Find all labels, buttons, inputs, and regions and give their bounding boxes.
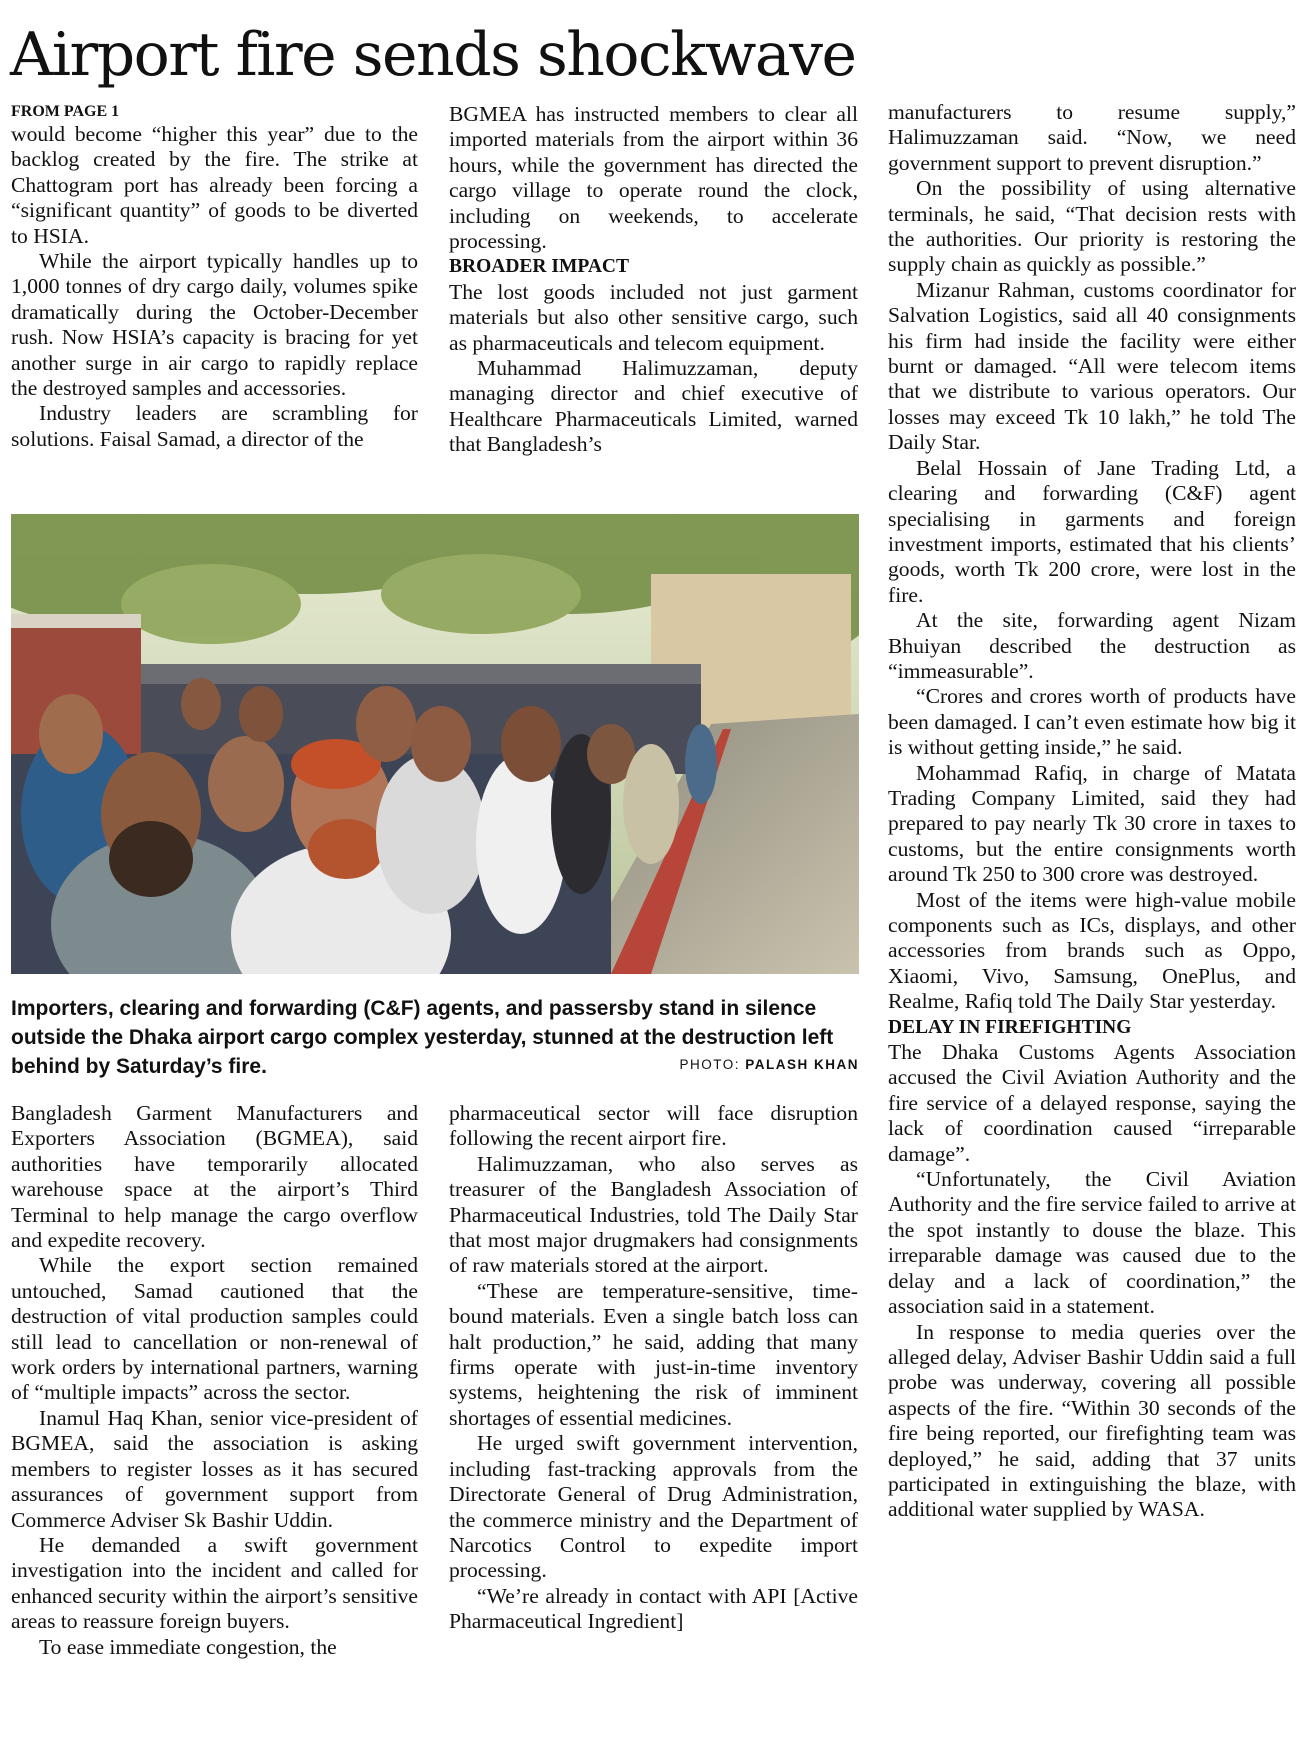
paragraph: The Dhaka Customs Agents Association accused the Civil Aviation Authority and the fire service of a delayed response, saying the lack of coordination caused “irreparable damage”. — [888, 1040, 1296, 1166]
paragraph: Mohammad Rafiq, in charge of Matata Trading Company Limited, said they had prepared to pay nearly Tk 30 crore in taxes to customs, but the entire consignments worth around Tk 250 to 300 crore was destroyed. — [888, 760, 1296, 887]
paragraph: To ease immediate congestion, the — [39, 1634, 337, 1659]
paragraph: In response to media queries over the alleged delay, Adviser Bashir Uddin said a full probe was underway, covering all possible aspects of the fire. “Within 30 seconds of the fire being reported, our firefighting team was deployed,” he said, adding that 37 units participated in extinguishing the blaze, with additional water supplied by WASA. — [888, 1319, 1296, 1522]
paragraph: While the airport typically handles up to 1,000 tonnes of dry cargo daily, volumes spike dramatically during the October-December rush. Now HSIA’s capacity is bracing for yet another surge in air cargo to rapidly replace the destroyed samples and accessories. — [11, 249, 418, 401]
paragraph: On the possibility of using alternative terminals, he said, “That decision rests with the authorities. Our priority is restoring the supply chain as quickly as possible.” — [888, 176, 1296, 277]
paragraph: Industry leaders are scrambling for solutions. Faisal Samad, a director of the — [11, 401, 418, 451]
column-2-top — [449, 102, 858, 458]
paragraph: Muhammad Halimuzzaman, deputy managing director and chief executive of Healthcare Pharmaceuticals Limited, warned that Bangladesh’s — [449, 356, 858, 457]
kicker: FROM PAGE 1 — [11, 103, 120, 120]
news-photo-crowd — [11, 514, 859, 974]
paragraph: “These are temperature-sensitive, time-bound materials. Even a single batch loss can halt production,” he said, adding that many firms operate with just-in-time inventory systems, heightening the risk of imminent shortages of essential medicines. — [449, 1278, 858, 1430]
paragraph: would become “higher this year” due to the backlog created by the fire. The strike at Chattogram port has already been forcing a “significant quantity” of goods to be diverted to HSIA. — [11, 122, 418, 248]
credit-name: PALASH KHAN — [745, 1057, 859, 1072]
photo-credit — [679, 1050, 859, 1079]
subhead-delay-in-firefighting: DELAY IN FIREFIGHTING — [888, 1016, 1132, 1038]
crowd-illustration — [11, 514, 859, 974]
paragraph: He demanded a swift government investigation into the incident and called for enhanced security within the airport’s sensitive areas to reassure foreign buyers. — [11, 1532, 418, 1634]
paragraph: He urged swift government intervention, including fast-tracking approvals from the Directorate General of Drug Administration, the commerce ministry and the Department of Narcotics Control to expedite import processing. — [449, 1431, 858, 1583]
paragraph: Belal Hossain of Jane Trading Ltd, a clearing and forwarding (C&F) agent specialising in garments and foreign investment imports, estimated that his clients’ goods, worth Tk 200 crore, were lost in the fire. — [888, 455, 1296, 607]
column-1-top — [11, 102, 418, 452]
paragraph: The lost goods included not just garment materials but also other sensitive cargo, such as pharmaceuticals and telecom equipment. — [449, 279, 858, 355]
photo-caption — [11, 994, 859, 1081]
paragraph: Bangladesh Garment Manufacturers and Exporters Association (BGMEA), said authorities have temporarily allocated warehouse space at the airport’s Third Terminal to help manage the cargo overflow and expedite recovery. — [11, 1101, 418, 1253]
paragraph: Halimuzzaman, who also serves as treasurer of the Bangladesh Association of Pharmaceutical Industries, told The Daily Star that most major drugmakers had consignments of raw materials stored at the airport. — [449, 1151, 858, 1278]
paragraph: “Crores and crores worth of products have been damaged. I can’t even estimate how big it is without getting inside,” he said. — [888, 684, 1296, 760]
column-3 — [888, 100, 1296, 1523]
column-2-bottom — [449, 1101, 858, 1635]
paragraph: “Unfortunately, the Civil Aviation Authority and the fire service failed to arrive at the spot instantly to douse the blaze. This irreparable damage was caused due to the delay and a lack of coordination,” the association said in a statement. — [888, 1167, 1296, 1319]
credit-label: PHOTO: — [679, 1057, 740, 1072]
paragraph: BGMEA has instructed members to clear all imported materials from the airport within 36 hours, while the government has directed the cargo village to operate round the clock, including on weekends, to accelerate processing. — [449, 102, 858, 254]
paragraph: Mizanur Rahman, customs coordinator for Salvation Logistics, said all 40 consignments his firm had inside the facility were either burnt or damaged. “All were telecom items that we distribute to various operators. Our losses may exceed Tk 10 lakh,” he told The Daily Star. — [888, 277, 1296, 455]
subhead-broader-impact: BROADER IMPACT — [449, 256, 630, 278]
headline: Airport fire sends shockwave — [10, 20, 856, 90]
paragraph: While the export section remained untouched, Samad cautioned that the destruction of vital production samples could still lead to cancellation or non-renewal of work orders by international partners, warning of “multiple impacts” across the sector. — [11, 1253, 418, 1405]
paragraph: “We’re already in contact with API [Active Pharmaceutical Ingredient] — [449, 1583, 858, 1634]
paragraph: Inamul Haq Khan, senior vice-president of BGMEA, said the association is asking members to register losses as it has secured assurances of government support from Commerce Adviser Sk Bashir Uddin. — [11, 1405, 418, 1532]
paragraph: At the site, forwarding agent Nizam Bhuiyan described the destruction as “immeasurable”. — [888, 608, 1296, 683]
column-1-bottom — [11, 1101, 418, 1660]
paragraph: manufacturers to resume supply,” Halimuzzaman said. “Now, we need government support to prevent disruption.” — [888, 100, 1296, 175]
caption-text: Importers, clearing and forwarding (C&F) agents, and passersby stand in silence outside the Dhaka airport cargo complex yesterday, stunned at the destruction left behind by Saturday’s fire. — [11, 997, 834, 1078]
paragraph: pharmaceutical sector will face disruption following the recent airport fire. — [449, 1101, 858, 1151]
paragraph: Most of the items were high-value mobile components such as ICs, displays, and other accessories from brands such as Oppo, Xiaomi, Vivo, Samsung, OnePlus, and Realme, Rafiq told The Daily Star yesterday. — [888, 887, 1296, 1014]
